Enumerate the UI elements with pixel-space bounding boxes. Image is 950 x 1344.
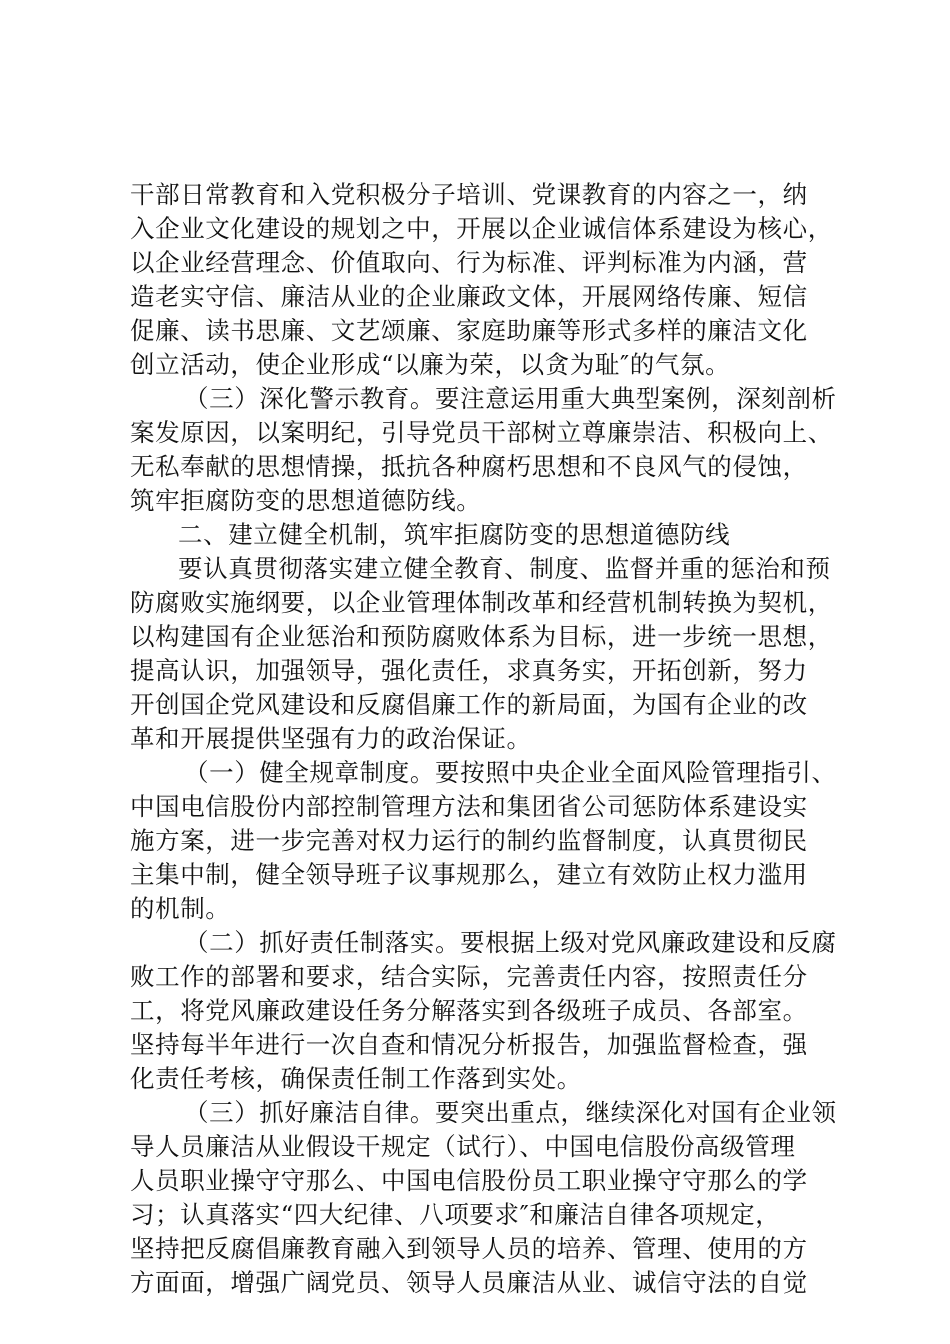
subsection-heading-line: （一）健全规章制度。要按照中央企业全面风险管理指引、 xyxy=(184,758,837,787)
text-line: 坚持每半年进行一次自查和情况分析报告，加强监督检查，强 xyxy=(130,1030,808,1059)
text-line: 造老实守信、廉洁从业的企业廉政文体，开展网络传廉、短信 xyxy=(130,282,808,311)
section-heading: 二、建立健全机制，筑牢拒腐防变的思想道德防线 xyxy=(178,520,731,549)
text-line: 提高认识，加强领导，强化责任，求真务实，开拓创新，努力 xyxy=(130,656,808,685)
text-line: 以企业经营理念、价值取向、行为标准、评判标准为内涵，营 xyxy=(130,248,808,277)
paragraph-first-line: 要认真贯彻落实建立健全教育、制度、监督并重的惩治和预 xyxy=(178,554,831,583)
subsection-heading-line: （三）深化警示教育。要注意运用重大典型案例，深刻剖析 xyxy=(184,384,837,413)
text-line: 方面面，增强广阔党员、领导人员廉洁从业、诚信守法的自觉 xyxy=(130,1268,808,1297)
text-line: 中国电信股份内部控制管理方法和集团省公司惩防体系建设实 xyxy=(130,792,808,821)
text-line: 案发原因，以案明纪，引导党员干部树立尊廉崇洁、积极向上、 xyxy=(130,418,833,447)
text-line: 工，将党风廉政建设任务分解落实到各级班子成员、各部室。 xyxy=(130,996,808,1025)
text-line: 入企业文化建设的规划之中，开展以企业诚信体系建设为核心， xyxy=(130,214,833,243)
text-line: 以构建国有企业惩治和预防腐败体系为目标，进一步统一思想， xyxy=(130,622,833,651)
text-line: 败工作的部署和要求，结合实际，完善责任内容，按照责任分 xyxy=(130,962,808,991)
text-line: 化责任考核，确保责任制工作落到实处。 xyxy=(130,1064,582,1093)
document-body xyxy=(130,178,837,1300)
text-line: 的机制。 xyxy=(130,894,231,923)
text-line: 创立活动，使企业形成“以廉为荣，以贪为耻″的气氛。 xyxy=(130,350,731,379)
text-line: 习；认真落实“四大纪律、八项要求″和廉洁自律各项规定， xyxy=(130,1200,781,1229)
text-line: 革和开展提供坚强有力的政治保证。 xyxy=(130,724,532,753)
text-line: 人员职业操守守那么、中国电信股份员工职业操守守那么的学 xyxy=(130,1166,808,1195)
text-line: 开创国企党风建设和反腐倡廉工作的新局面，为国有企业的改 xyxy=(130,690,808,719)
text-line: 施方案，进一步完善对权力运行的制约监督制度，认真贯彻民 xyxy=(130,826,808,855)
text-line: 筑牢拒腐防变的思想道德防线。 xyxy=(130,486,482,515)
text-line: 无私奉献的思想情操，抵抗各种腐朽思想和不良风气的侵蚀， xyxy=(130,452,808,481)
text-line: 防腐败实施纲要，以企业管理体制改革和经营机制转换为契机， xyxy=(130,588,833,617)
subsection-heading-line: （三）抓好廉洁自律。要突出重点，继续深化对国有企业领 xyxy=(184,1098,837,1127)
text-line: 主集中制，健全领导班子议事规那么，建立有效防止权力滥用 xyxy=(130,860,808,889)
text-line: 干部日常教育和入党积极分子培训、党课教育的内容之一，纳 xyxy=(130,180,808,209)
text-line: 导人员廉洁从业假设干规定（试行）、中国电信股份高级管理 xyxy=(130,1132,796,1161)
subsection-heading-line: （二）抓好责任制落实。要根据上级对党风廉政建设和反腐 xyxy=(184,928,837,957)
text-line: 促廉、读书思廉、文艺颂廉、家庭助廉等形式多样的廉洁文化 xyxy=(130,316,808,345)
text-line: 坚持把反腐倡廉教育融入到领导人员的培养、管理、使用的方 xyxy=(130,1234,808,1263)
